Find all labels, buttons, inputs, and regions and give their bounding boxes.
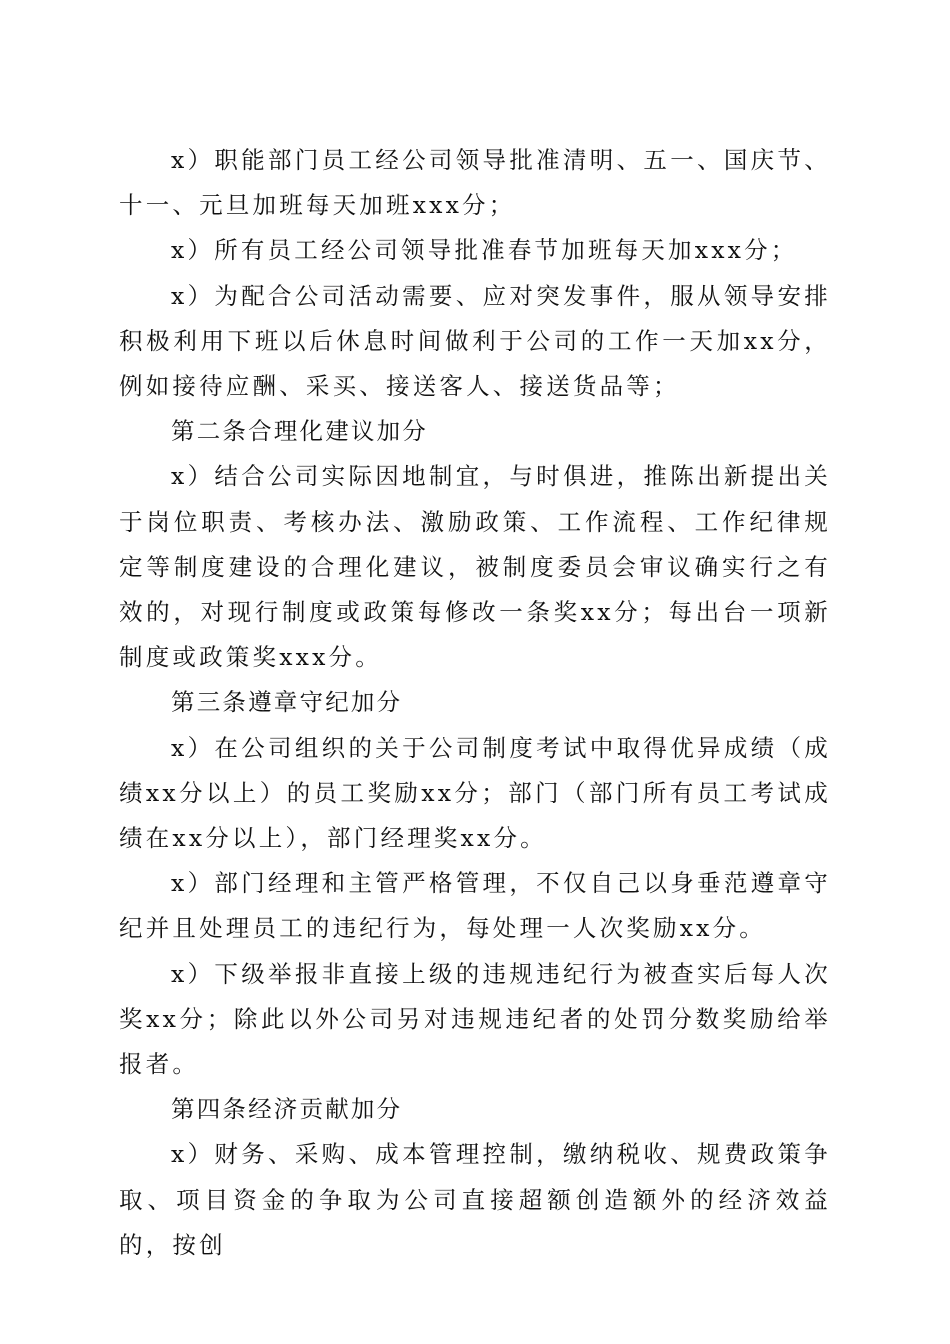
section-heading-suggestions: 第二条合理化建议加分 xyxy=(171,417,428,446)
paragraph-manager-reward: x）部门经理和主管严格管理，不仅自己以身垂范遵章守纪并且处理员工的违纪行为，每处理一人次奖励xx分。 xyxy=(119,869,831,943)
paragraph-holiday-overtime: x）职能部门员工经公司领导批准清明、五一、国庆节、十一、元旦加班每天加班xxx分； xyxy=(119,146,831,220)
paragraph-economic-benefit: x）财务、采购、成本管理控制，缴纳税收、规费政策争取、项目资金的争取为公司直接超额创造额外的经济效益的，按创 xyxy=(119,1140,831,1259)
paragraph-exam-reward: x）在公司组织的关于公司制度考试中取得优异成绩（成绩xx分以上）的员工奖励xx分；部门（部门所有员工考试成绩在xx分以上），部门经理奖xx分。 xyxy=(119,733,831,853)
document-body xyxy=(119,138,831,1268)
section-heading-discipline: 第三条遵章守纪加分 xyxy=(171,688,403,717)
section-heading-economic-contribution: 第四条经济贡献加分 xyxy=(171,1095,403,1124)
paragraph-spring-festival-overtime: x）所有员工经公司领导批准春节加班每天加xxx分； xyxy=(171,236,798,265)
paragraph-after-hours-work: x）为配合公司活动需要、应对突发事件，服从领导安排积极利用下班以后休息时间做利于公司的工作一天加xx分，例如接待应酬、采买、接送客人、接送货品等； xyxy=(119,281,831,401)
paragraph-whistleblower-reward: x）下级举报非直接上级的违规违纪行为被查实后每人次奖xx分；除此以外公司另对违规违纪者的处罚分数奖励给举报者。 xyxy=(119,959,831,1079)
paragraph-rationalization-proposals: x）结合公司实际因地制宜，与时俱进，推陈出新提出关于岗位职责、考核办法、激励政策、工作流程、工作纪律规定等制度建设的合理化建议，被制度委员会审议确实行之有效的，对现行制度或政策每修改一条奖xx分；每出台一项新制度或政策奖xxx分。 xyxy=(119,462,831,672)
